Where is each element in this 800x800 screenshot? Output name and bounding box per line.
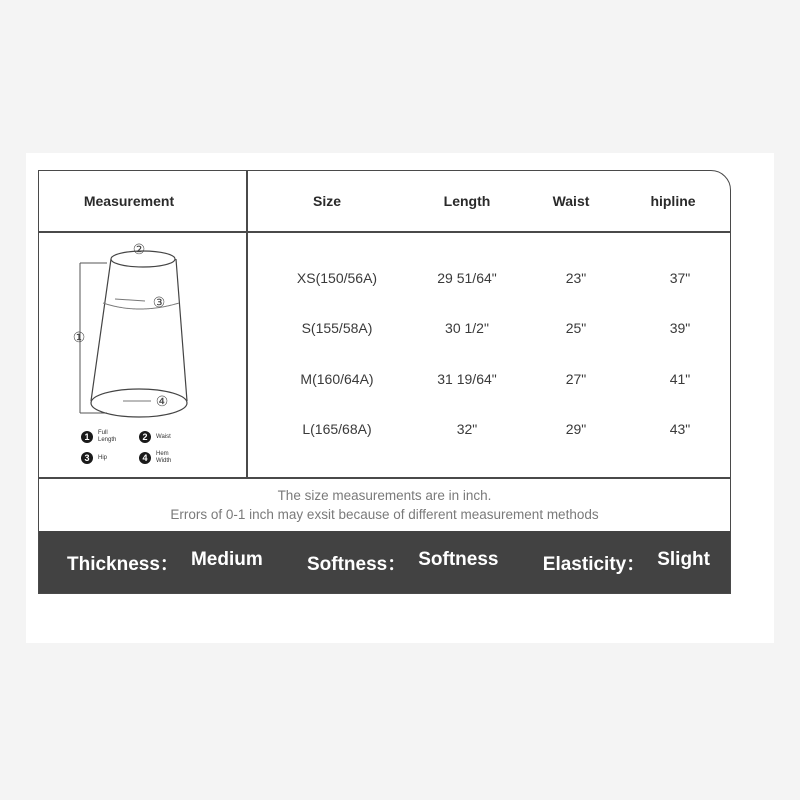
skirt-outline — [91, 259, 187, 401]
marker-4-icon: ④ — [155, 393, 169, 409]
size-chart-table — [38, 170, 731, 594]
property-label: Softness： — [307, 553, 407, 575]
header-waist: Waist — [552, 193, 590, 209]
legend-full-length: Full Length — [98, 430, 117, 443]
property-value: Slight — [657, 548, 710, 570]
cell-hipline: 43" — [669, 421, 691, 437]
header-hipline: hipline — [650, 193, 696, 209]
cell-length: 32" — [456, 421, 478, 437]
cell-hipline: 37" — [669, 270, 691, 286]
marker-1-icon: ① — [72, 329, 86, 345]
marker-2-icon: ② — [132, 241, 146, 257]
property-elasticity — [543, 549, 710, 576]
header-divider — [39, 231, 730, 233]
cell-size: S(155/58A) — [301, 320, 373, 336]
legend-waist: Waist — [156, 434, 171, 440]
cell-hipline: 39" — [669, 320, 691, 336]
cell-length: 30 1/2" — [445, 320, 489, 336]
note-line-2: Errors of 0-1 inch may exsit because of different measurement methods — [170, 507, 599, 522]
hem — [91, 389, 187, 417]
cell-waist: 27" — [565, 371, 587, 387]
cell-length: 29 51/64" — [437, 270, 497, 286]
property-thickness — [67, 549, 263, 576]
property-softness — [307, 549, 499, 576]
cell-size: M(160/64A) — [300, 371, 374, 387]
note-line-1: The size measurements are in inch. — [277, 488, 492, 503]
legend-number-3-icon: 3 — [81, 452, 93, 464]
legend-number-1-icon: 1 — [81, 431, 93, 443]
marker-3-icon: ③ — [152, 294, 166, 310]
cell-size: XS(150/56A) — [296, 270, 378, 286]
cell-waist: 29" — [565, 421, 587, 437]
property-label: Thickness： — [67, 553, 179, 575]
legend-number-2-icon: 2 — [139, 431, 151, 443]
property-value: Softness — [418, 548, 499, 570]
cell-waist: 23" — [565, 270, 587, 286]
header-length: Length — [443, 193, 491, 209]
header-measurement: Measurement — [83, 193, 175, 209]
fabric-properties-bar — [39, 531, 730, 593]
property-value: Medium — [190, 548, 263, 570]
cell-size: L(165/68A) — [302, 421, 372, 437]
cell-waist: 25" — [565, 320, 587, 336]
legend-hem-width: Hem Width — [156, 451, 172, 464]
legend-hip: Hip — [98, 455, 108, 461]
skirt-diagram — [67, 241, 217, 481]
cell-hipline: 41" — [669, 371, 691, 387]
column-divider — [246, 171, 248, 477]
header-size: Size — [312, 193, 341, 209]
legend-number-4-icon: 4 — [139, 452, 151, 464]
cell-length: 31 19/64" — [437, 371, 497, 387]
measurement-note — [39, 479, 730, 531]
property-label: Elasticity： — [542, 553, 646, 575]
